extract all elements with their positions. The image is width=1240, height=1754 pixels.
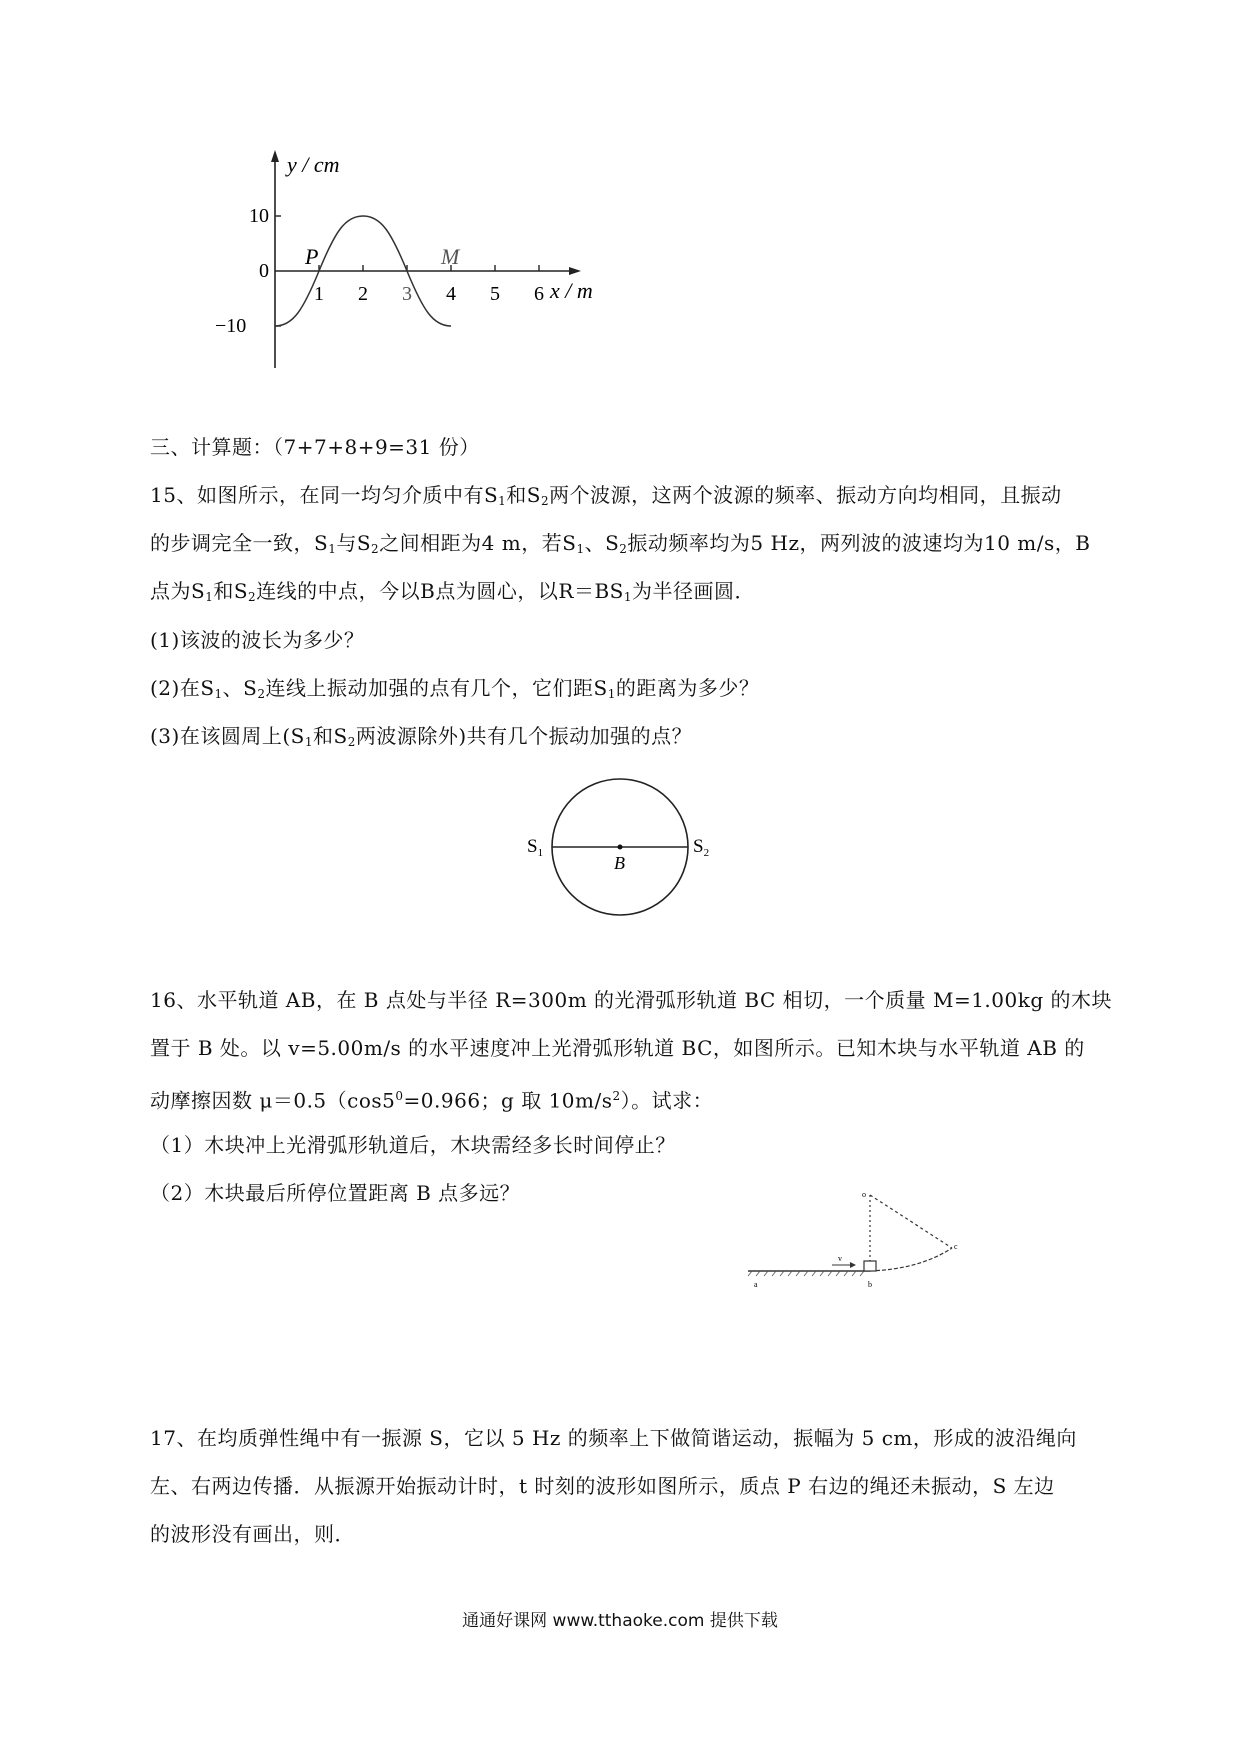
q16-line3: 动摩擦因数 $\mu=0.5(\cos 5^0=0.966$；g 取 $10m/s^2$）。试求： bbox=[150, 1088, 714, 1113]
velocity-arrow-head bbox=[850, 1262, 856, 1268]
q15-line1: 15、如图所示，在同一均匀介质中有$S_1$和$S_2$两个波源，这两个波源的频率、振动方向均相同，且振动 bbox=[150, 483, 1062, 508]
q15-line2: 的步调完全一致，$S_1$与$S_2$之间相距为4 m，若$S_1$、$S_2$振动频率均为5 Hz，两列波的波速均为10 m/s，B bbox=[150, 531, 1091, 556]
y-tick-10: 10 bbox=[249, 205, 269, 227]
s1-label: $S_1$ bbox=[527, 836, 544, 859]
x-axis-arrow bbox=[569, 267, 581, 275]
track-figure bbox=[740, 1185, 980, 1310]
q17-line1: 17、在均质弹性绳中有一振源 S，它以 5 Hz 的频率上下做简谐运动，振幅为 5 cm，形成的波沿绳向 bbox=[150, 1426, 1077, 1450]
y-axis-arrow bbox=[271, 150, 279, 162]
q16-sub1: （1）木块冲上光滑弧形轨道后，木块需经多长时间停止？ bbox=[150, 1133, 676, 1157]
q16-sub2: （2）木块最后所停位置距离 B 点多远？ bbox=[150, 1181, 521, 1205]
s2-label: $S_2$ bbox=[693, 836, 710, 859]
point-p-label: P bbox=[305, 244, 319, 269]
q15-sub3: (3)在该圆周上($S_1$和$S_2$两波源除外)共有几个振动加强的点？ bbox=[150, 724, 693, 749]
q17-line3: 的波形没有画出，则． bbox=[150, 1522, 355, 1546]
y-tick-0: 0 bbox=[259, 260, 269, 282]
label-v: v bbox=[838, 1254, 842, 1263]
slanted-dotted-radius bbox=[870, 1195, 952, 1248]
q17-line2: 左、右两边传播．从振源开始振动计时，t 时刻的波形如图所示，质点 P 右边的绳还未振动，S 左边 bbox=[150, 1474, 1055, 1498]
x-tick-2: 2 bbox=[358, 283, 368, 305]
section-heading: 三、计算题：（7+7+8+9=31 份） bbox=[150, 435, 480, 459]
wave-graph-figure bbox=[215, 150, 635, 380]
label-c: c bbox=[954, 1242, 958, 1251]
x-tick-5: 5 bbox=[490, 283, 500, 305]
q15-sub1: (1)该波的波长为多少？ bbox=[150, 628, 365, 652]
x-tick-4: 4 bbox=[446, 283, 456, 305]
y-axis-label: y / cm bbox=[287, 152, 340, 177]
label-o: o bbox=[862, 1190, 866, 1199]
q16-line1: 16、水平轨道 AB，在 B 点处与半径 R=300m 的光滑弧形轨道 BC 相切，一个质量 M=1.00kg 的木块 bbox=[150, 988, 1113, 1012]
b-label: B bbox=[614, 853, 625, 873]
q15-line3: 点为$S_1$和$S_2$连线的中点，今以B点为圆心，以$R=BS_1$为半径画圆． bbox=[150, 579, 755, 604]
y-tick-minus10: −10 bbox=[215, 315, 247, 337]
point-m-label: M bbox=[441, 244, 460, 269]
label-b: b bbox=[868, 1280, 872, 1289]
center-point bbox=[618, 845, 623, 850]
x-axis-label: x / m bbox=[550, 278, 593, 303]
q15-sub2: (2)在$S_1$、$S_2$连线上振动加强的点有几个，它们距$S_1$的距离为多少？ bbox=[150, 676, 760, 701]
arc-track bbox=[870, 1248, 952, 1271]
x-tick-3: 3 bbox=[402, 283, 412, 305]
circle-figure bbox=[515, 770, 755, 930]
footer-text: 通通好课网 www.tthaoke.com 提供下载 bbox=[462, 1611, 778, 1631]
x-tick-6: 6 bbox=[534, 283, 544, 305]
label-a: a bbox=[754, 1280, 758, 1289]
q16-line2: 置于 B 处。以 v=5.00m/s 的水平速度冲上光滑弧形轨道 BC，如图所示。已知木块与水平轨道 AB 的 bbox=[150, 1036, 1085, 1060]
wooden-block bbox=[864, 1261, 876, 1271]
x-tick-1: 1 bbox=[314, 283, 324, 305]
